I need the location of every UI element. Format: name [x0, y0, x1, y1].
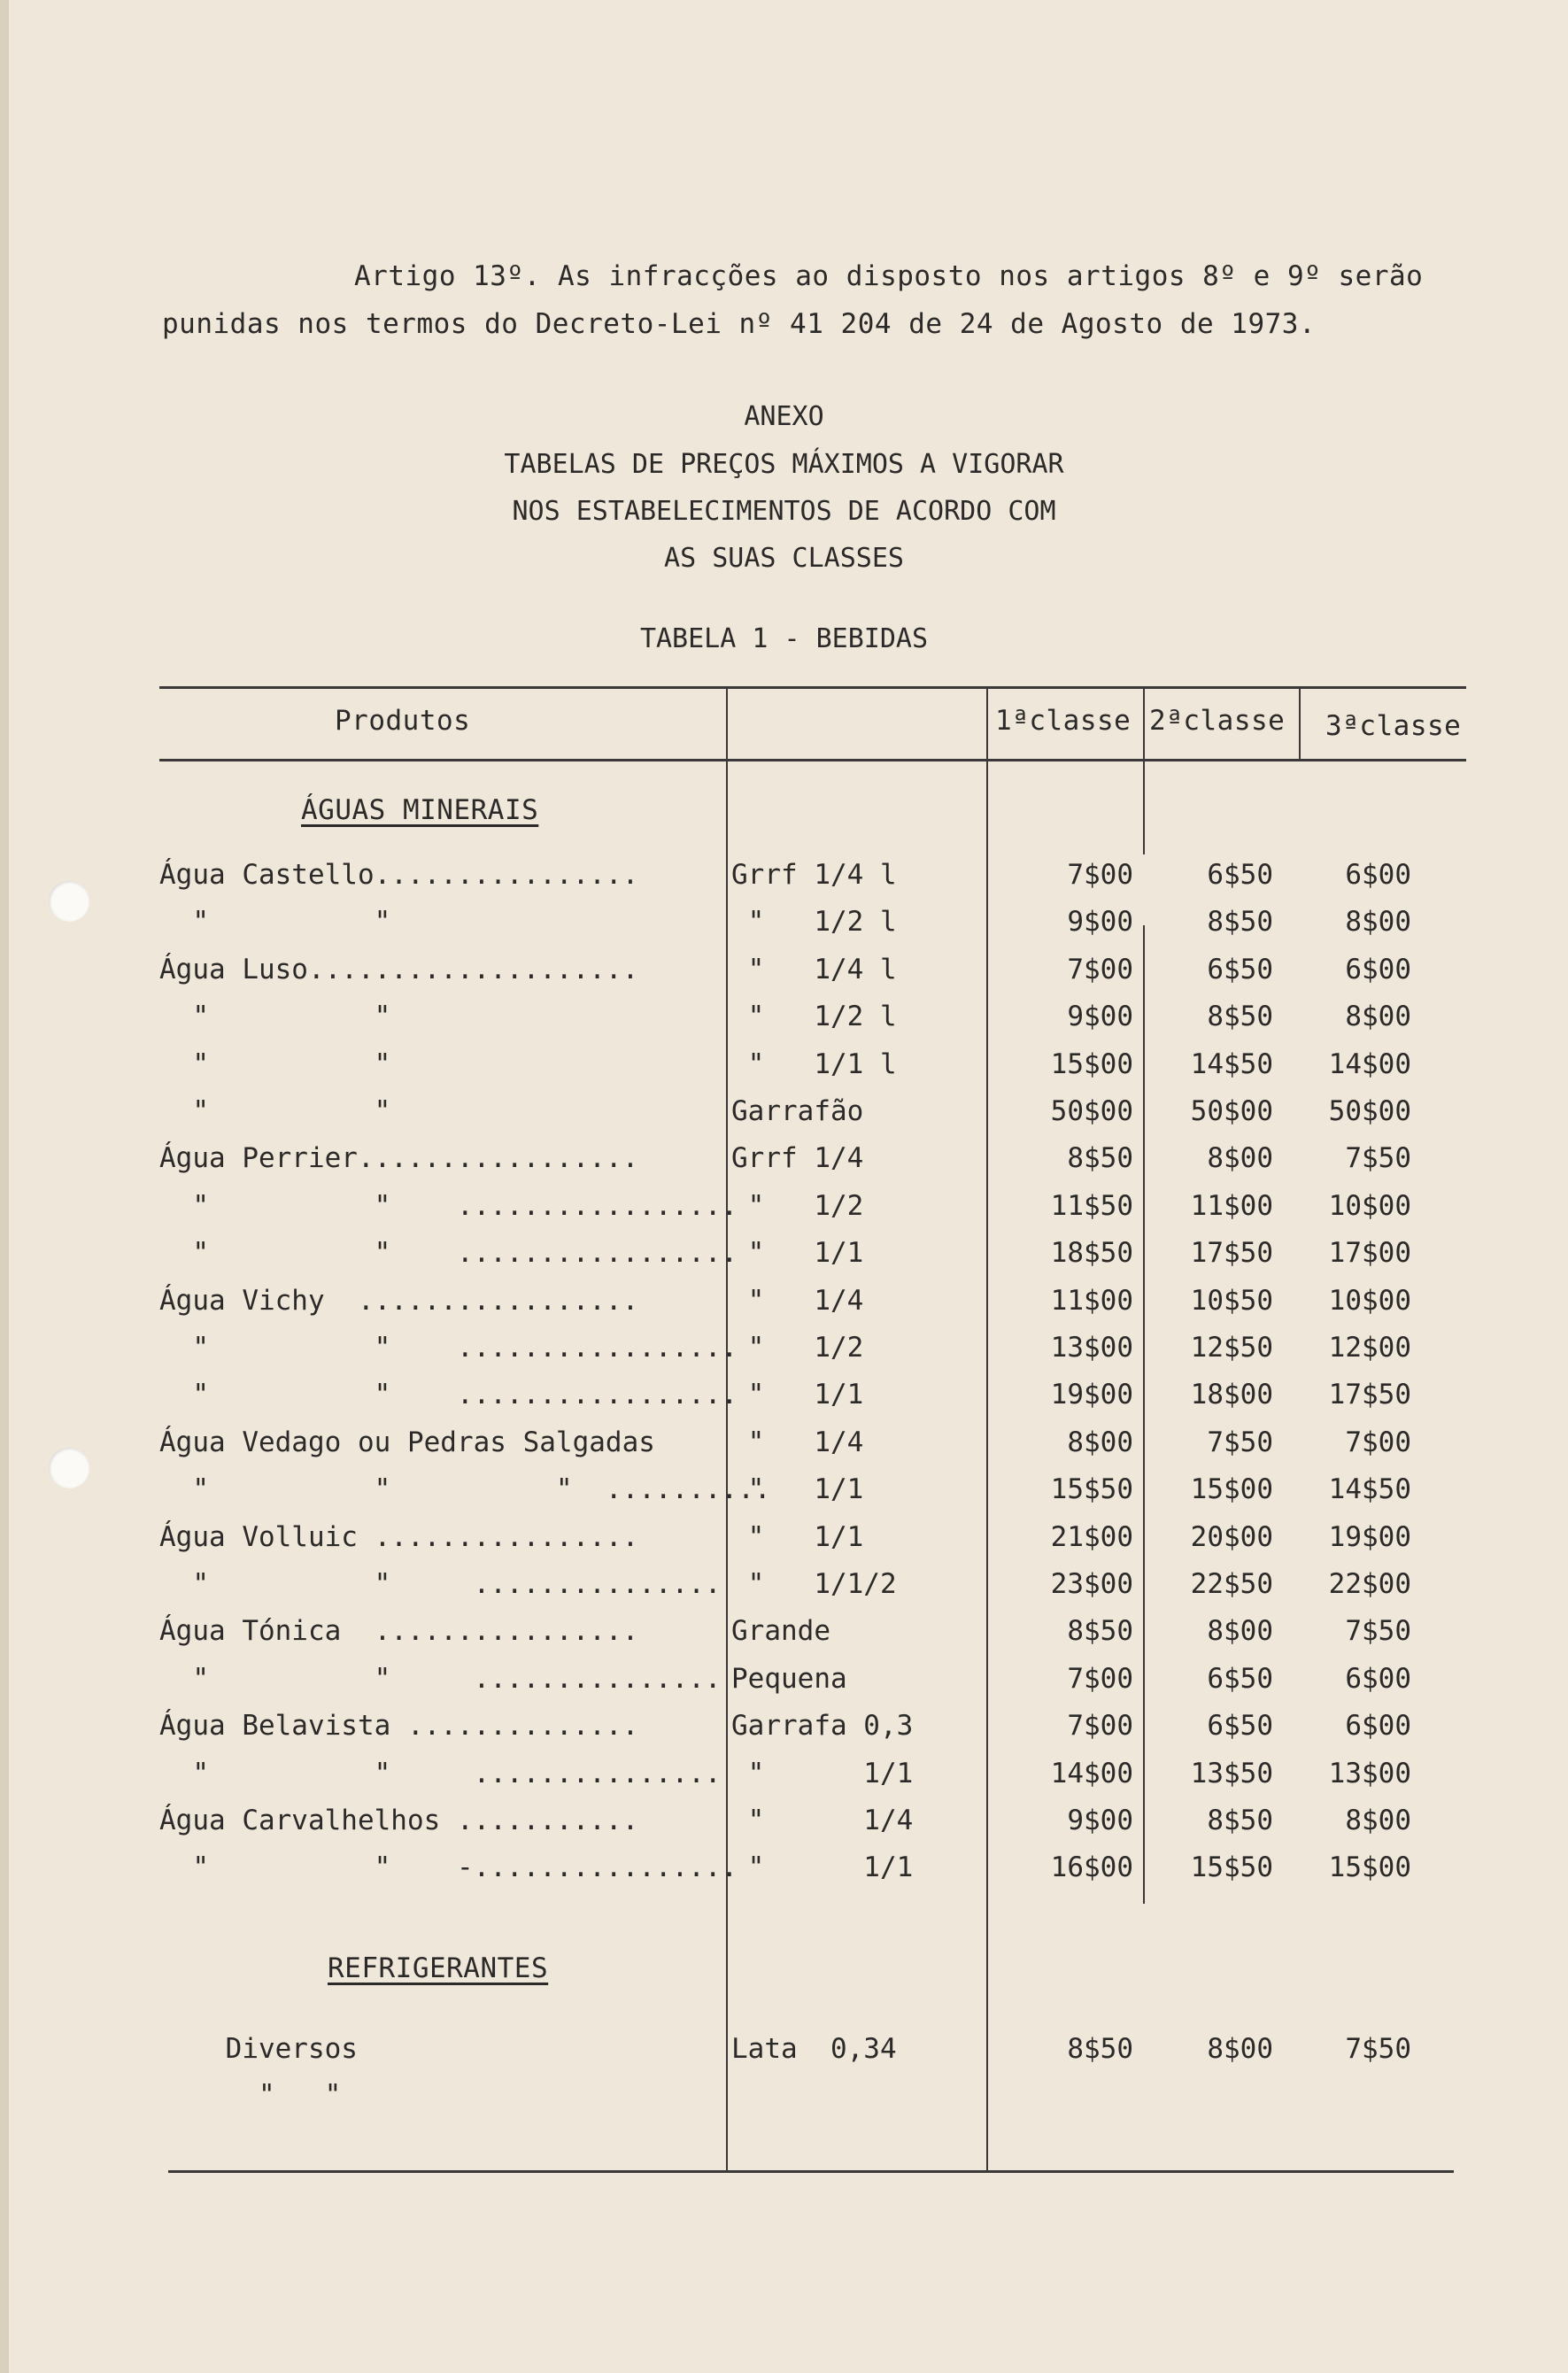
product-cell: " " .................	[159, 1237, 738, 1270]
table-row	[0, 2079, 1568, 2127]
product-cell: Água Belavista ..............	[159, 1710, 639, 1743]
header-class-3: 3ªclasse	[1325, 710, 1462, 742]
size-cell: " 1/2	[731, 1189, 864, 1222]
class1-price-cell: 9$00	[1067, 1001, 1133, 1033]
class2-price-cell: 8$50	[1207, 906, 1273, 939]
class3-price-cell: 8$00	[1345, 1805, 1411, 1836]
class2-price-cell: 12$50	[1190, 1332, 1273, 1364]
table-row	[0, 1758, 1568, 1805]
size-cell: " 1/2	[731, 1332, 864, 1364]
product-cell: " " .................	[159, 1332, 738, 1364]
table-row	[0, 1001, 1568, 1048]
class1-price-cell: 7$00	[1067, 1710, 1133, 1743]
annex-subtitle-3: AS SUAS CLASSES	[664, 543, 904, 574]
class3-price-cell: 50$00	[1328, 1095, 1411, 1127]
class3-price-cell: 15$00	[1328, 1851, 1411, 1884]
table-row	[0, 1285, 1568, 1333]
section-title-aguas-minerais: ÁGUAS MINERAIS	[301, 794, 539, 826]
class3-price-cell: 10$00	[1328, 1284, 1411, 1317]
table-row	[0, 1851, 1568, 1899]
class1-price-cell: 21$00	[1050, 1520, 1133, 1553]
class2-price-cell: 8$00	[1207, 2033, 1273, 2065]
size-cell: " 1/1	[731, 1379, 864, 1411]
size-cell: " 1/1	[731, 1757, 914, 1789]
class1-price-cell: 14$00	[1050, 1757, 1133, 1789]
class3-price-cell: 14$00	[1328, 1047, 1411, 1080]
class2-price-cell: 20$00	[1190, 1520, 1273, 1553]
class2-price-cell: 18$00	[1190, 1379, 1273, 1411]
product-cell: " " " ..........	[159, 1473, 771, 1506]
size-cell: Grande	[731, 1615, 830, 1648]
class3-price-cell: 19$00	[1328, 1520, 1411, 1553]
product-cell: Água Vedago ou Pedras Salgadas	[159, 1426, 655, 1458]
intro-line-2: punidas nos termos do Decreto-Lei nº 41 204 de 24 de Agosto de 1973.	[162, 308, 1317, 340]
class3-price-cell: 17$00	[1328, 1237, 1411, 1270]
class1-price-cell: 11$00	[1050, 1284, 1133, 1317]
class2-price-cell: 8$00	[1207, 1615, 1273, 1648]
class3-price-cell: 13$00	[1328, 1757, 1411, 1789]
class2-price-cell: 8$50	[1207, 1805, 1273, 1836]
table-top-rule	[159, 686, 1466, 689]
class2-price-cell: 6$50	[1207, 1662, 1273, 1695]
size-cell: " 1/2 l	[731, 906, 897, 939]
class1-price-cell: 19$00	[1050, 1379, 1133, 1411]
size-cell: " 1/4	[731, 1284, 864, 1317]
table-row	[0, 1426, 1568, 1474]
class1-price-cell: 16$00	[1050, 1851, 1133, 1884]
product-cell: " " -................	[159, 1851, 738, 1884]
class2-price-cell: 8$50	[1207, 1001, 1273, 1033]
class1-price-cell: 9$00	[1067, 906, 1133, 939]
table-row	[0, 1805, 1568, 1852]
class2-price-cell: 11$00	[1190, 1189, 1273, 1222]
class1-price-cell: 8$50	[1067, 1615, 1133, 1648]
table-row	[0, 1332, 1568, 1380]
size-cell: " 1/1/2	[731, 1568, 897, 1600]
class3-price-cell: 8$00	[1345, 906, 1411, 939]
size-cell: Grrf 1/4	[731, 1142, 864, 1175]
class2-price-cell: 14$50	[1190, 1047, 1273, 1080]
class3-price-cell: 7$00	[1345, 1426, 1411, 1458]
section-title-refrigerantes: REFRIGERANTES	[328, 1952, 549, 1984]
product-cell: Água Luso....................	[159, 953, 639, 986]
size-cell: Garrafão	[731, 1095, 864, 1127]
product-cell: " "	[159, 906, 391, 939]
table-row	[0, 1379, 1568, 1426]
class1-price-cell: 18$50	[1050, 1237, 1133, 1270]
size-cell: " 1/1 l	[731, 1047, 897, 1080]
product-cell: Água Castello................	[159, 859, 639, 891]
class2-price-cell: 50$00	[1190, 1095, 1273, 1127]
size-cell: " 1/4	[731, 1426, 864, 1458]
class1-price-cell: 7$00	[1067, 953, 1133, 986]
product-cell: Água Volluic ................	[159, 1520, 639, 1553]
class2-price-cell: 15$50	[1190, 1851, 1273, 1884]
column-divider-class3-header	[1299, 686, 1301, 759]
product-cell: Água Perrier.................	[159, 1142, 639, 1175]
table-row	[0, 1615, 1568, 1663]
table-row	[0, 1142, 1568, 1190]
product-cell: " " ...............	[159, 1568, 722, 1600]
class2-price-cell: 22$50	[1190, 1568, 1273, 1600]
class2-price-cell: 15$00	[1190, 1473, 1273, 1506]
annex-subtitle-2: NOS ESTABELECIMENTOS DE ACORDO COM	[512, 496, 1056, 527]
table-row	[0, 1663, 1568, 1711]
class2-price-cell: 10$50	[1190, 1284, 1273, 1317]
class3-price-cell: 7$50	[1345, 1142, 1411, 1175]
size-cell: Lata 0,34	[731, 2033, 897, 2065]
class2-price-cell: 6$50	[1207, 1710, 1273, 1743]
annex-subtitle-1: TABELAS DE PREÇOS MÁXIMOS A VIGORAR	[504, 449, 1064, 480]
table-bottom-rule	[168, 2170, 1454, 2173]
class1-price-cell: 8$50	[1067, 2033, 1133, 2065]
class1-price-cell: 7$00	[1067, 1662, 1133, 1695]
intro-line-1: Artigo 13º. As infracções ao disposto nos artigos 8º e 9º serão	[354, 260, 1424, 292]
class2-price-cell: 7$50	[1207, 1426, 1273, 1458]
class3-price-cell: 6$00	[1345, 1662, 1411, 1695]
class1-price-cell: 50$00	[1050, 1095, 1133, 1127]
class1-price-cell: 23$00	[1050, 1568, 1133, 1600]
product-cell: Água Vichy .................	[159, 1284, 639, 1317]
header-class-1: 1ªclasse	[995, 705, 1132, 737]
size-cell: " 1/4 l	[731, 953, 897, 986]
size-cell: " 1/4	[731, 1805, 914, 1836]
size-cell: Pequena	[731, 1662, 847, 1695]
table-row	[0, 859, 1568, 907]
class1-price-cell: 13$00	[1050, 1332, 1133, 1364]
product-cell: Água Carvalhelhos ...........	[159, 1805, 639, 1836]
size-cell: " 1/2 l	[731, 1001, 897, 1033]
table-row	[0, 1237, 1568, 1285]
product-cell: " "	[159, 1047, 391, 1080]
table-header-rule	[159, 759, 1466, 761]
annex-title: ANEXO	[744, 401, 824, 432]
size-cell: " 1/1	[731, 1851, 914, 1884]
class3-price-cell: 6$00	[1345, 1710, 1411, 1743]
table-row	[0, 2033, 1568, 2081]
size-cell: Garrafa 0,3	[731, 1710, 914, 1743]
product-cell: " " .................	[159, 1379, 738, 1411]
class3-price-cell: 6$00	[1345, 953, 1411, 986]
product-cell: " "	[159, 1001, 391, 1033]
class2-price-cell: 17$50	[1190, 1237, 1273, 1270]
class1-price-cell: 8$50	[1067, 1142, 1133, 1175]
class3-price-cell: 7$50	[1345, 1615, 1411, 1648]
product-cell: " "	[159, 1095, 391, 1127]
class2-price-cell: 6$50	[1207, 859, 1273, 891]
header-class-2: 2ªclasse	[1149, 705, 1286, 737]
table-row	[0, 1095, 1568, 1143]
table-row	[0, 906, 1568, 954]
product-cell: Diversos	[159, 2033, 358, 2065]
class2-price-cell: 13$50	[1190, 1757, 1273, 1789]
class3-price-cell: 7$50	[1345, 2033, 1411, 2065]
product-cell: " " .................	[159, 1189, 738, 1222]
class3-price-cell: 17$50	[1328, 1379, 1411, 1411]
product-cell: " " ...............	[159, 1662, 722, 1695]
class1-price-cell: 11$50	[1050, 1189, 1133, 1222]
class3-price-cell: 10$00	[1328, 1189, 1411, 1222]
table-title: TABELA 1 - BEBIDAS	[639, 623, 929, 654]
class3-price-cell: 22$00	[1328, 1568, 1411, 1600]
class3-price-cell: 12$00	[1328, 1332, 1411, 1364]
column-divider-class2-header	[1143, 686, 1145, 854]
table-row	[0, 1710, 1568, 1758]
size-cell: " 1/1	[731, 1473, 864, 1506]
class2-price-cell: 6$50	[1207, 953, 1273, 986]
product-cell: Água Tónica ................	[159, 1615, 639, 1648]
class2-price-cell: 8$00	[1207, 1142, 1273, 1175]
header-products: Produtos	[335, 705, 471, 737]
size-cell: " 1/1	[731, 1237, 864, 1270]
table-row	[0, 1568, 1568, 1616]
class1-price-cell: 7$00	[1067, 859, 1133, 891]
class3-price-cell: 14$50	[1328, 1473, 1411, 1506]
size-cell: " 1/1	[731, 1520, 864, 1553]
class3-price-cell: 8$00	[1345, 1001, 1411, 1033]
class1-price-cell: 15$00	[1050, 1047, 1133, 1080]
class1-price-cell: 8$00	[1067, 1426, 1133, 1458]
product-cell: " "	[159, 2079, 342, 2111]
class1-price-cell: 15$50	[1050, 1473, 1133, 1506]
size-cell: Grrf 1/4 l	[731, 859, 897, 891]
table-row	[0, 1473, 1568, 1521]
table-row	[0, 1521, 1568, 1569]
table-row	[0, 1048, 1568, 1096]
class1-price-cell: 9$00	[1067, 1805, 1133, 1836]
product-cell: " " ...............	[159, 1757, 722, 1789]
table-row	[0, 1190, 1568, 1238]
table-row	[0, 954, 1568, 1001]
class3-price-cell: 6$00	[1345, 859, 1411, 891]
